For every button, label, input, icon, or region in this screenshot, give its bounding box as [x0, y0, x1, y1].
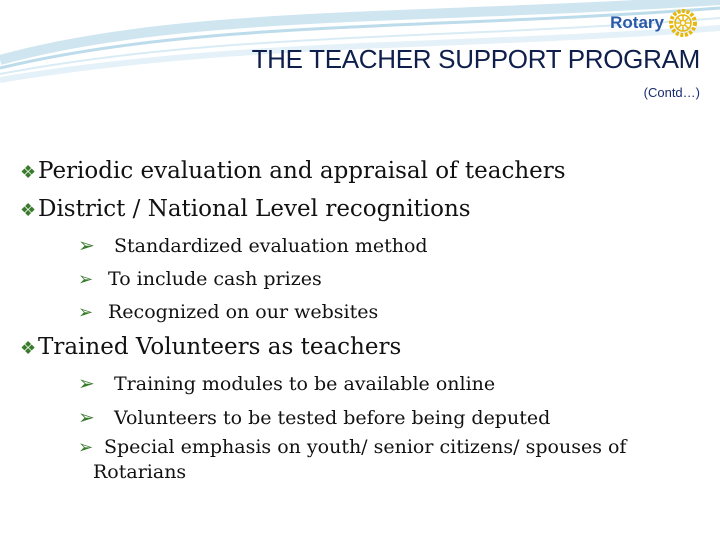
- sub-bullet-text: To include cash prizes: [108, 268, 322, 290]
- diamond-bullet-icon: ❖: [20, 200, 37, 221]
- brand-name: Rotary: [610, 13, 664, 32]
- arrow-bullet-icon: ➢: [78, 371, 95, 395]
- bullet-text: Periodic evaluation and appraisal of teachers: [38, 158, 566, 184]
- sub-bullet-text: Recognized on our websites: [108, 301, 379, 323]
- sub-bullet-text: Training modules to be available online: [114, 373, 496, 395]
- bullet-item: [20, 329, 710, 367]
- bullet-item: [20, 153, 710, 191]
- bullet-item: [20, 191, 710, 229]
- diamond-bullet-icon: ❖: [20, 162, 37, 183]
- sub-bullet-text: Volunteers to be tested before being deputed: [114, 407, 551, 429]
- diamond-bullet-icon: ❖: [20, 338, 37, 359]
- rotary-logo: [610, 8, 698, 38]
- sub-bullet-item: [78, 263, 710, 296]
- bullet-text: District / National Level recognitions: [38, 196, 471, 222]
- slide-title: THE TEACHER SUPPORT PROGRAM: [251, 44, 700, 74]
- sub-bullet-item: [78, 229, 710, 263]
- slide-subtitle: (Contd…): [643, 85, 700, 100]
- arrow-bullet-icon: ➢: [78, 437, 94, 458]
- rotary-wheel-icon: [668, 8, 698, 38]
- sub-bullet-text-continued: Rotarians: [93, 461, 187, 483]
- arrow-bullet-icon: ➢: [78, 405, 95, 429]
- sub-bullet-item: [78, 435, 710, 485]
- bullet-list: [20, 153, 710, 485]
- sub-bullet-item: [78, 296, 710, 329]
- sub-bullet-item: [78, 401, 710, 435]
- arrow-bullet-icon: ➢: [78, 269, 94, 290]
- arrow-bullet-icon: ➢: [78, 233, 95, 257]
- sub-bullet-text: Standardized evaluation method: [114, 235, 428, 257]
- sub-bullet-item: [78, 367, 710, 401]
- arrow-bullet-icon: ➢: [78, 302, 94, 323]
- bullet-text: Trained Volunteers as teachers: [38, 334, 402, 360]
- sub-bullet-text: Special emphasis on youth/ senior citizens/ spouses of: [104, 436, 627, 458]
